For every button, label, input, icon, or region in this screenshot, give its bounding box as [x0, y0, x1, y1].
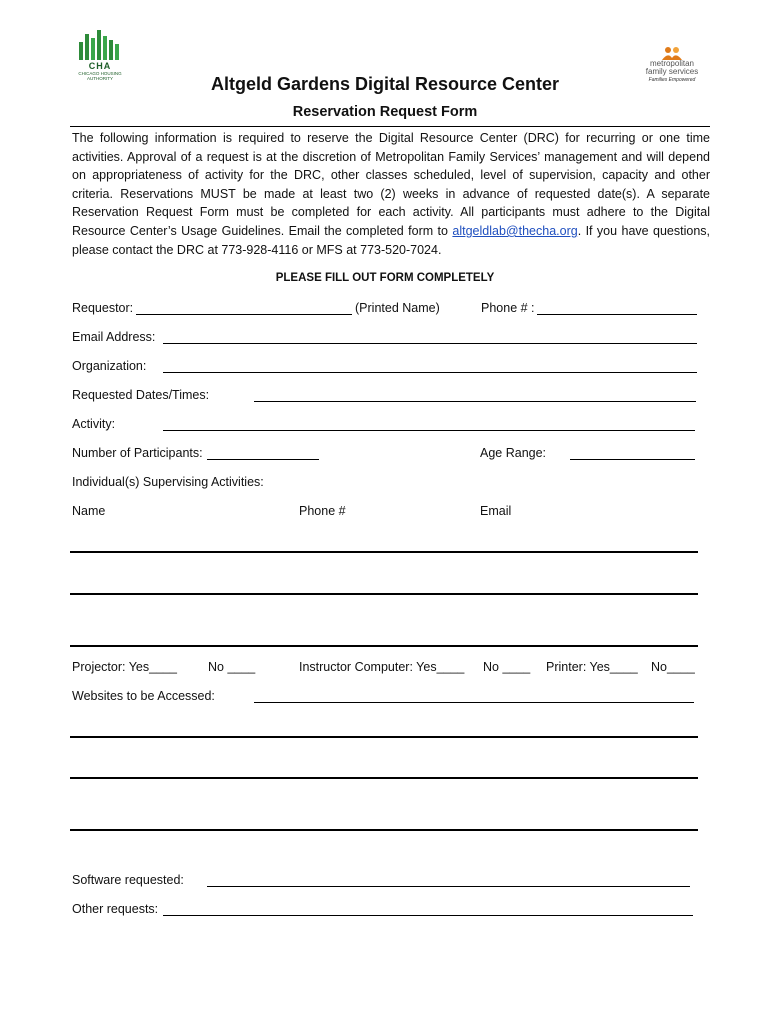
other-requests-input[interactable] [163, 915, 693, 916]
computer-no[interactable]: No ____ [483, 660, 531, 674]
cha-building-icon [77, 30, 123, 60]
printer-no[interactable]: No____ [651, 660, 695, 674]
supervisor-line-3[interactable] [70, 645, 698, 647]
age-range-input[interactable] [570, 459, 695, 460]
col-phone-label: Phone # [299, 504, 346, 518]
activity-input[interactable] [163, 430, 695, 431]
software-label: Software requested: [72, 873, 184, 887]
participants-label: Number of Participants: [72, 446, 203, 460]
organization-input[interactable] [163, 372, 697, 373]
software-input[interactable] [207, 886, 690, 887]
printed-name-label: (Printed Name) [355, 301, 440, 315]
mfs-tagline: Families Empowered [648, 77, 696, 83]
cha-subtitle-2: AUTHORITY [86, 76, 113, 81]
supervisors-label: Individual(s) Supervising Activities: [72, 475, 264, 489]
header-divider [70, 126, 710, 127]
projector-yes[interactable]: Projector: Yes____ [72, 660, 177, 674]
mfs-name-1: metropolitan [649, 59, 695, 68]
organization-label: Organization: [72, 359, 147, 373]
mfs-family-icon [660, 46, 684, 60]
dates-input[interactable] [254, 401, 696, 402]
requestor-input[interactable] [136, 314, 352, 315]
computer-yes[interactable]: Instructor Computer: Yes____ [299, 660, 465, 674]
intro-text: The following information is required to reserve the Digital Resource Center (DRC) for recurring or one time activities. Approval of a request is at the discretion of Metropolitan Family Services’ management and will depend on appropriateness of activity for the DRC, other classes scheduled, level of supervision, capacity and other criteria. Reservations MUST be made at least two (2) weeks in advance of requested date(s). A separate Reservation Request Form must be completed for each activity. All participants must adhere to the Digital Resource Center’s Usage Guidelines. Email the completed form to [72, 131, 710, 238]
col-name-label: Name [72, 504, 106, 518]
fill-instruction: PLEASE FILL OUT FORM COMPLETELY [275, 272, 495, 284]
activity-label: Activity: [72, 417, 116, 431]
printer-yes[interactable]: Printer: Yes____ [546, 660, 638, 674]
websites-line-3[interactable] [70, 829, 698, 831]
intro-paragraph [72, 129, 710, 259]
intro-text-end: . If you have questions, please contact the DRC at 773-928-4116 or MFS at 773-520-7024. [72, 223, 710, 257]
age-range-label: Age Range: [480, 446, 547, 460]
requestor-label: Requestor: [72, 301, 134, 315]
dates-label: Requested Dates/Times: [72, 388, 210, 402]
mfs-name-2: family services [645, 67, 699, 76]
email-link[interactable]: altgeldlab@thecha.org [452, 223, 578, 238]
phone-label: Phone # : [481, 301, 535, 315]
phone-input[interactable] [537, 314, 697, 315]
websites-line-1[interactable] [70, 736, 698, 738]
page-title: Altgeld Gardens Digital Resource Center [210, 74, 560, 94]
cha-initials: CHA [88, 61, 112, 71]
supervisor-line-2[interactable] [70, 593, 698, 595]
websites-input[interactable] [254, 702, 694, 703]
form-subtitle: Reservation Request Form [292, 104, 478, 120]
participants-input[interactable] [207, 459, 319, 460]
websites-label: Websites to be Accessed: [72, 689, 215, 703]
other-requests-label: Other requests: [72, 902, 159, 916]
cha-subtitle-1: CHICAGO HOUSING [78, 71, 122, 76]
email-input[interactable] [163, 343, 697, 344]
websites-line-2[interactable] [70, 777, 698, 779]
col-email-label: Email [480, 504, 512, 518]
email-label: Email Address: [72, 330, 156, 344]
projector-no[interactable]: No ____ [208, 660, 256, 674]
supervisor-line-1[interactable] [70, 551, 698, 553]
